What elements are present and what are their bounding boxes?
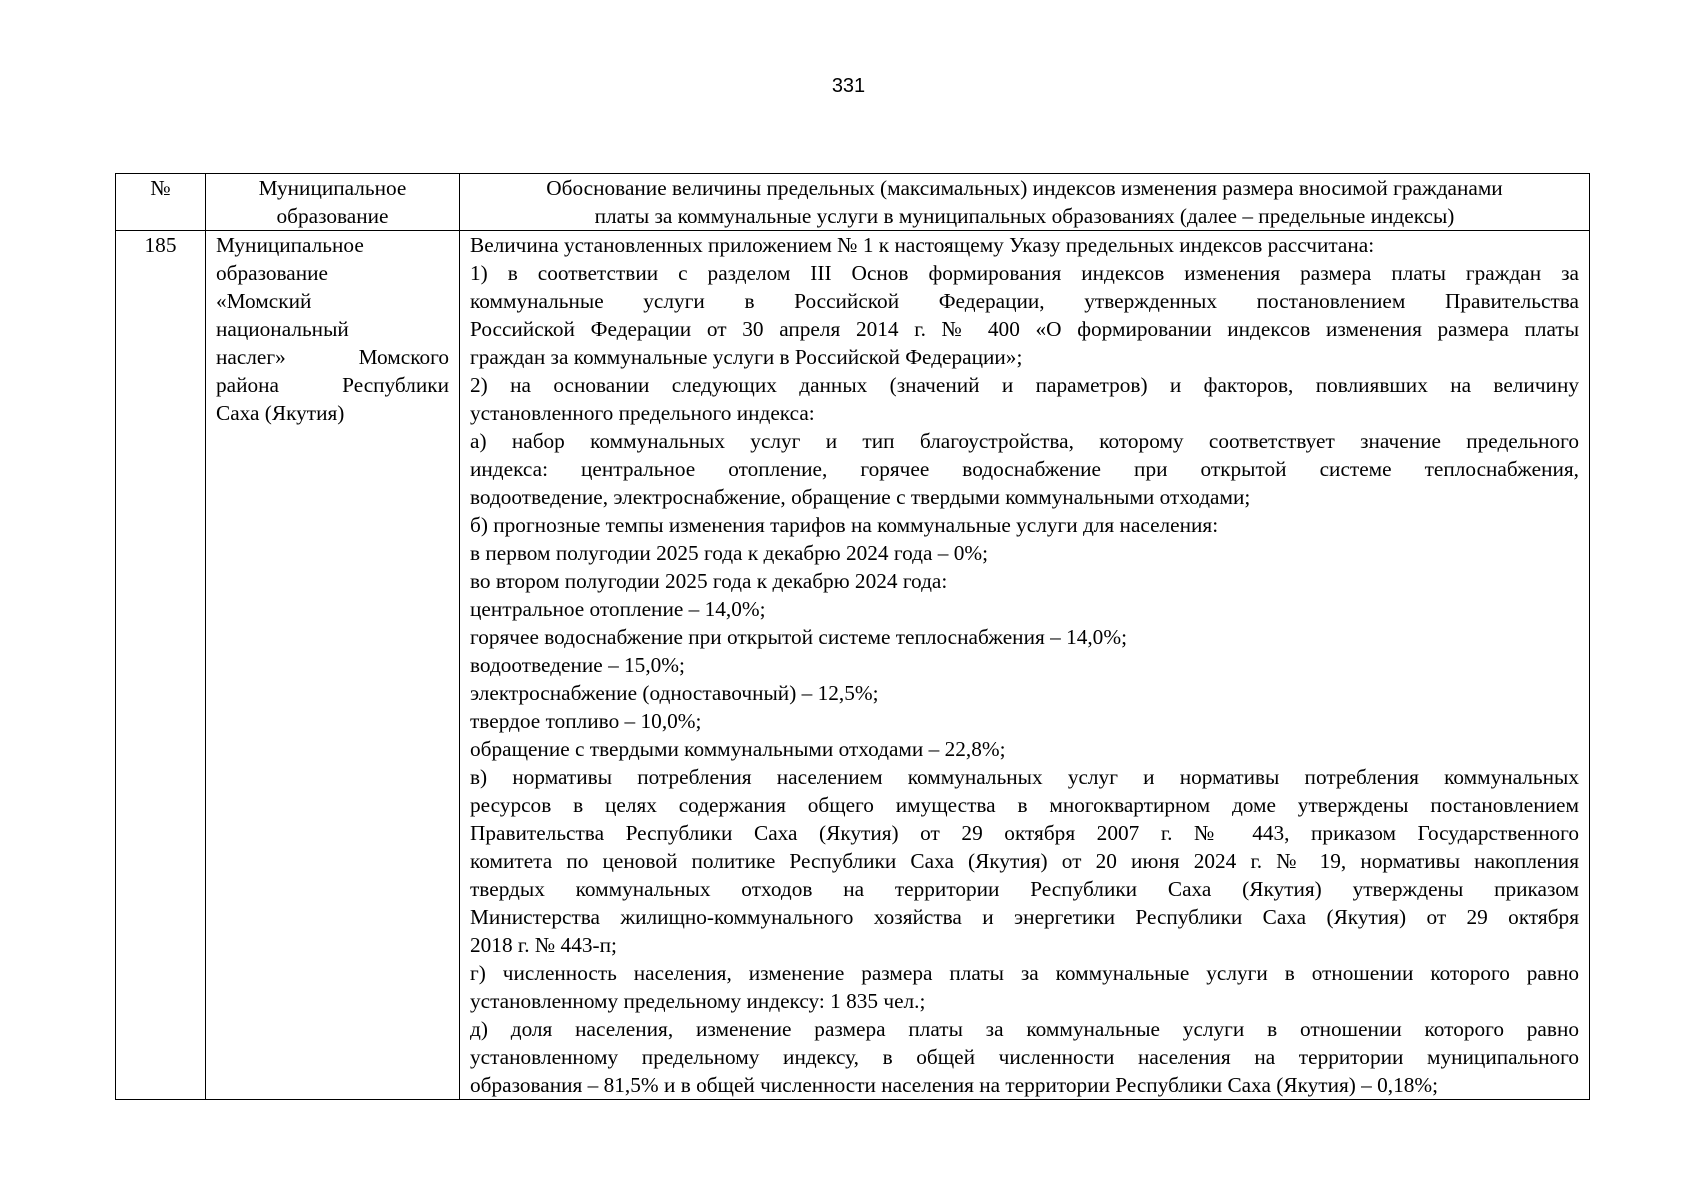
justification-line: ресурсов в целях содержания общего имущества в многоквартирном доме утверждены постановлением [470,793,1579,817]
justification-line: Правительства Республики Саха (Якутия) от 29 октября 2007 г. № 443, приказом Государственного [470,821,1579,845]
justification-line: граждан за коммунальные услуги в Российской Федерации»; [470,345,1023,369]
justification-line: горячее водоснабжение при открытой системе теплоснабжения – 14,0%; [470,625,1127,649]
header-justification-line: платы за коммунальные услуги в муниципальных образованиях (далее – предельные индексы) [594,204,1455,228]
justification-line: образования – 81,5% и в общей численности населения на территории Республики Саха (Якутия) – 0,18%; [470,1073,1439,1097]
justification-line: центральное отопление – 14,0%; [470,597,766,621]
municipality-line: наслег» Момского [216,345,449,369]
justification-line: во втором полугодии 2025 года к декабрю 2024 года: [470,569,948,593]
municipality-line: национальный [216,317,349,341]
header-justification-line: Обоснование величины предельных (максимальных) индексов изменения размера вносимой гражданами [546,176,1503,200]
header-municipality-line: образование [276,204,389,228]
justification-line: Российской Федерации от 30 апреля 2014 г. № 400 «О формировании индексов изменения размера платы [470,317,1579,341]
row-number: 185 [116,231,206,1100]
justification-line: установленного предельного индекса: [470,401,815,425]
justification-line: в) нормативы потребления населением коммунальных услуг и нормативы потребления коммунальных [470,765,1579,789]
table-row [116,231,1590,1100]
municipality-line: района Республики [216,373,449,397]
justification-line: обращение с твердыми коммунальными отходами – 22,8%; [470,737,1006,761]
justification-line: электроснабжение (одноставочный) – 12,5%; [470,681,879,705]
justification-line: б) прогнозные темпы изменения тарифов на коммунальные услуги для населения: [470,513,1219,537]
justification-line: Величина установленных приложением № 1 к настоящему Указу предельных индексов рассчитана: [470,233,1375,257]
justification-line: водоотведение – 15,0%; [470,653,685,677]
page-number: 331 [831,75,866,97]
municipality-line: образование [216,261,328,285]
justification-line: комитета по ценовой политике Республики Саха (Якутия) от 20 июня 2024 г. № 19, нормативы накопления [470,849,1579,873]
justification-line: твердое топливо – 10,0%; [470,709,702,733]
justification-line: твердых коммунальных отходов на территории Республики Саха (Якутия) утверждены приказом [470,877,1579,901]
justification-line: а) набор коммунальных услуг и тип благоустройства, которому соответствует значение предельного [470,429,1579,453]
justification-line: в первом полугодии 2025 года к декабрю 2024 года – 0%; [470,541,989,565]
justification-line: коммунальные услуги в Российской Федерации, утвержденных постановлением Правительства [470,289,1579,313]
justification-line: 1) в соответствии с разделом III Основ формирования индексов изменения размера платы граждан за [470,261,1579,285]
justification-table [115,173,1590,1100]
municipality-line: «Момский [216,289,312,313]
justification-line: водоотведение, электроснабжение, обращение с твердыми коммунальными отходами; [470,485,1251,509]
header-number: № [116,174,206,231]
justification-line: г) численность населения, изменение размера платы за коммунальные услуги в отношении которого равно [470,961,1579,985]
municipality-name [206,231,460,1100]
justification-line: 2) на основании следующих данных (значений и параметров) и факторов, повлиявших на величину [470,373,1579,397]
municipality-line: Муниципальное [216,233,364,257]
justification-line: Министерства жилищно-коммунального хозяйства и энергетики Республики Саха (Якутия) от 29 октября [470,905,1579,929]
justification-line: установленному предельному индексу, в общей численности населения на территории муниципального [470,1045,1579,1069]
header-municipality [206,174,460,231]
municipality-line: Саха (Якутия) [216,401,345,425]
justification-line: 2018 г. № 443-п; [470,933,617,957]
justification-line: индекса: центральное отопление, горячее водоснабжение при открытой системе теплоснабжения, [470,457,1579,481]
table-header-row [116,174,1590,231]
header-municipality-line: Муниципальное [258,176,407,200]
justification-line: установленному предельному индексу: 1 835 чел.; [470,989,926,1013]
justification-line: д) доля населения, изменение размера платы за коммунальные услуги в отношении которого равно [470,1017,1579,1041]
header-justification [460,174,1590,231]
justification-text [460,231,1590,1100]
